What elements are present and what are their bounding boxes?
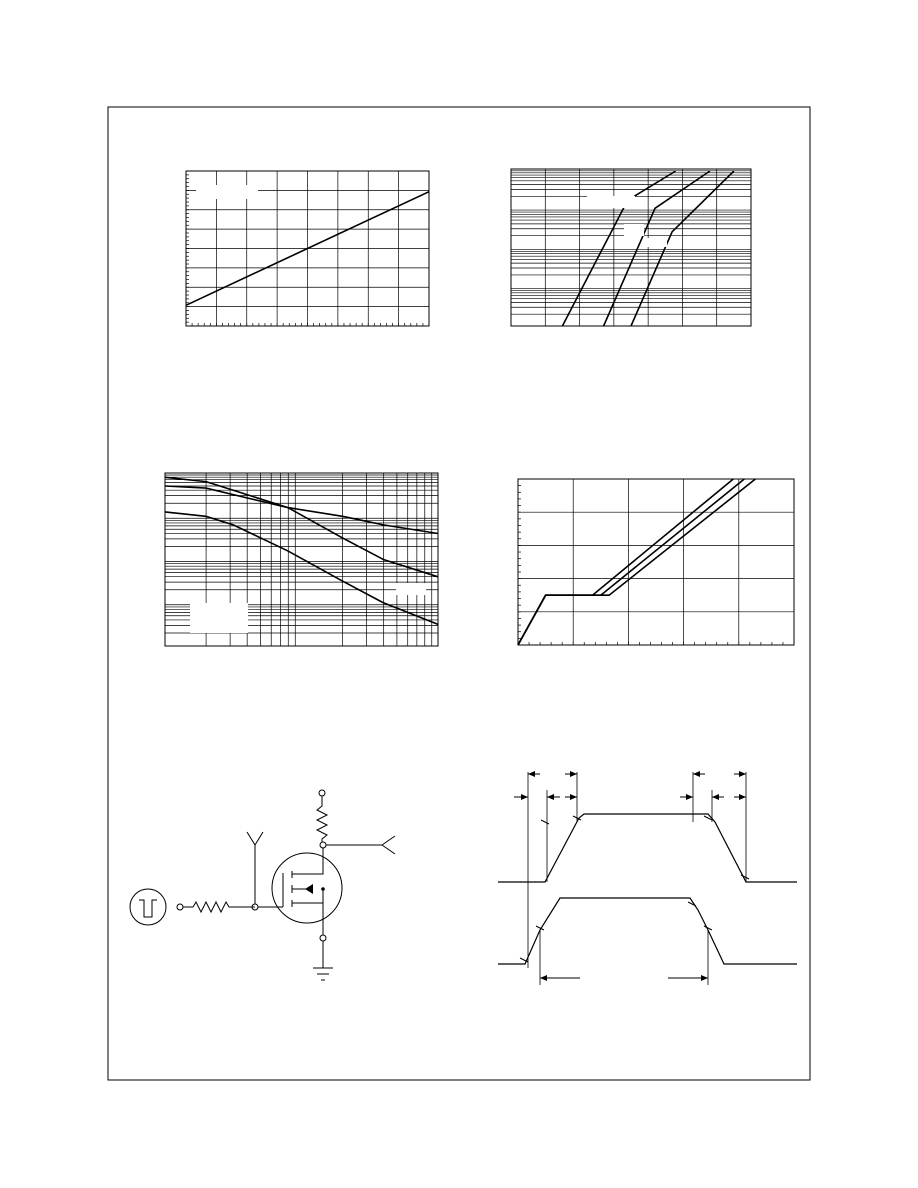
legend-box [190,603,248,633]
timing-markers [528,772,746,985]
legend-box [396,583,426,595]
arrow-td-off-right-head [739,771,746,777]
arrow-toff-head [701,975,708,981]
series-line-3 [518,479,755,645]
arrow-tr-right-head [570,794,577,800]
chart-4-grid [518,479,794,645]
arrow-tr-mid-head [547,794,554,800]
series-line-2 [518,479,744,645]
arrow-tf-right-head [739,794,746,800]
page-border [108,107,810,1080]
series-line-1 [518,479,733,645]
switching-test-circuit [130,790,395,980]
input-waveform [498,898,797,964]
crossing-ticks [520,816,749,962]
arrow-tf-mid-head [712,794,719,800]
legend-box [645,238,667,247]
source-terminal [320,935,326,941]
chart-2 [511,169,751,326]
arrow-tf-left-head [686,794,693,800]
legend-box [196,185,258,199]
arrow-td-on-right-head [570,771,577,777]
drain-terminal [320,842,326,848]
chart-4 [518,479,794,645]
supply-terminal [319,790,325,796]
gate-resistor [183,902,255,912]
ground-symbol [313,941,333,980]
pulse-generator-symbol [130,889,166,925]
series-line-2 [604,171,710,326]
input-terminal [177,904,183,910]
chart-2-grid [511,169,751,326]
gate-voltage-probe [247,832,263,904]
mosfet-body-arrow [305,884,313,894]
drain-output-probe [326,836,395,854]
pulse-waveform-glyph [139,900,157,917]
legend-box [624,224,644,236]
arrow-ton-head [540,975,547,981]
characteristic-charts [165,169,794,646]
legend-box [587,196,635,208]
arrow-td-on-left-head [528,771,535,777]
switching-waveforms [498,772,797,985]
arrow-tr-left-head [521,794,528,800]
chart-4-frame [518,479,794,645]
arrow-td-off-left-head [693,771,700,777]
output-waveform [498,814,797,882]
load-resistor [317,796,327,842]
